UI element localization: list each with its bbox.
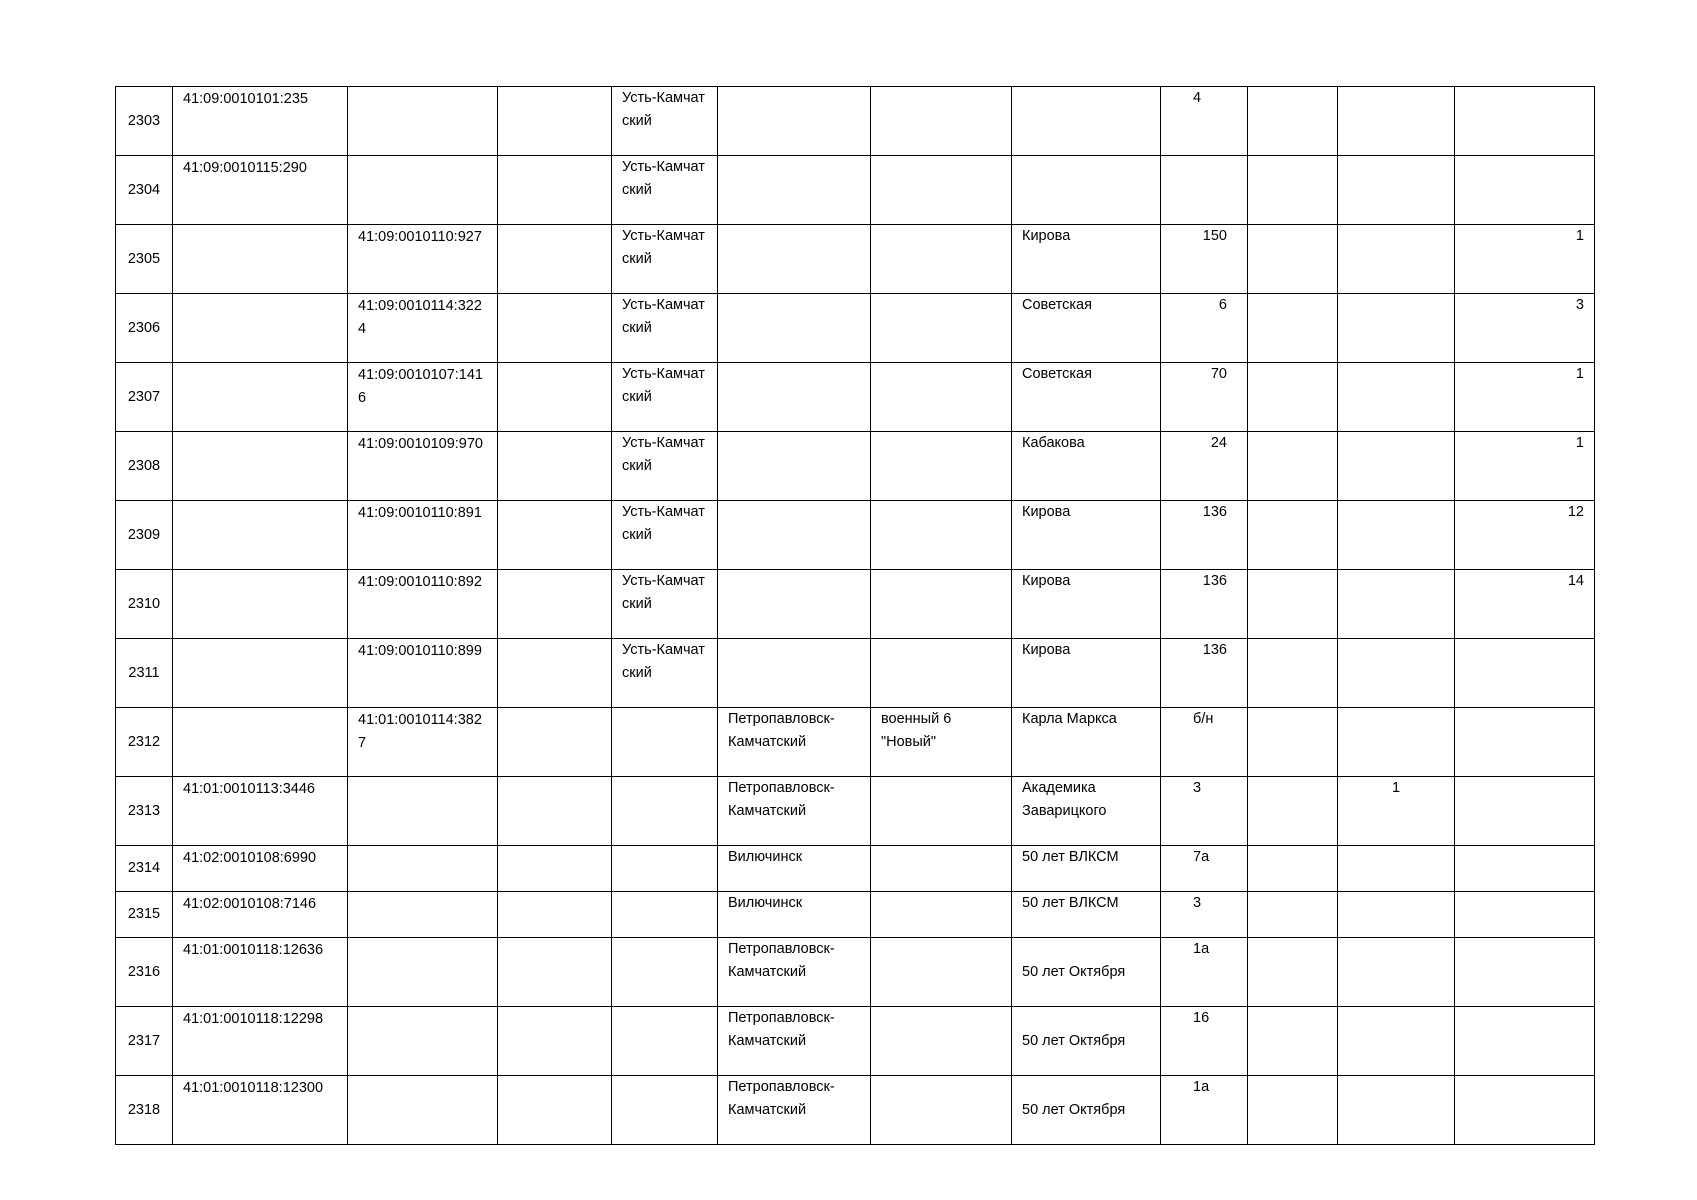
building-cell	[1248, 432, 1338, 501]
table-row	[116, 294, 1595, 363]
cadastral-number-building	[348, 892, 498, 938]
settlement-name-cell	[871, 1007, 1012, 1076]
room-cell	[1338, 225, 1455, 294]
row-number: 2318	[116, 1076, 173, 1145]
row-number: 2308	[116, 432, 173, 501]
room-cell	[1338, 156, 1455, 225]
region-cell	[498, 87, 612, 156]
district-cell: Усть-Камчатский	[612, 432, 718, 501]
house-number-cell: 24	[1161, 432, 1248, 501]
street-cell: Кирова	[1012, 501, 1161, 570]
region-cell	[498, 1007, 612, 1076]
district-cell	[612, 938, 718, 1007]
table-row	[116, 1076, 1595, 1145]
cadastral-number-building	[348, 156, 498, 225]
region-cell	[498, 708, 612, 777]
cadastral-number-land	[173, 639, 348, 708]
region-cell	[498, 892, 612, 938]
cadastral-number-building: 41:01:0010114:3827	[348, 708, 498, 777]
room-cell	[1338, 87, 1455, 156]
house-number-cell: 7а	[1161, 846, 1248, 892]
apartment-cell	[1455, 708, 1595, 777]
region-cell	[498, 938, 612, 1007]
cadastral-number-land	[173, 225, 348, 294]
building-cell	[1248, 708, 1338, 777]
street-cell: Советская	[1012, 363, 1161, 432]
district-cell	[612, 1076, 718, 1145]
apartment-cell: 1	[1455, 432, 1595, 501]
house-number-cell	[1161, 156, 1248, 225]
region-cell	[498, 1076, 612, 1145]
house-number-cell: 136	[1161, 570, 1248, 639]
street-cell: Кирова	[1012, 639, 1161, 708]
settlement-name-cell	[871, 570, 1012, 639]
city-cell	[718, 294, 871, 363]
building-cell	[1248, 570, 1338, 639]
house-number-cell: 4	[1161, 87, 1248, 156]
table-row	[116, 87, 1595, 156]
district-cell	[612, 892, 718, 938]
street-cell: Советская	[1012, 294, 1161, 363]
cadastral-number-land: 41:01:0010118:12298	[173, 1007, 348, 1076]
table-row	[116, 501, 1595, 570]
building-cell	[1248, 938, 1338, 1007]
row-number: 2316	[116, 938, 173, 1007]
table-row	[116, 846, 1595, 892]
room-cell: 1	[1338, 777, 1455, 846]
apartment-cell	[1455, 938, 1595, 1007]
room-cell	[1338, 363, 1455, 432]
district-cell	[612, 777, 718, 846]
street-cell: Академика Заварицкого	[1012, 777, 1161, 846]
settlement-name-cell	[871, 639, 1012, 708]
house-number-cell: 136	[1161, 501, 1248, 570]
apartment-cell: 3	[1455, 294, 1595, 363]
district-cell	[612, 846, 718, 892]
cadastral-number-land	[173, 363, 348, 432]
apartment-cell: 12	[1455, 501, 1595, 570]
region-cell	[498, 225, 612, 294]
settlement-name-cell	[871, 892, 1012, 938]
building-cell	[1248, 777, 1338, 846]
building-cell	[1248, 225, 1338, 294]
room-cell	[1338, 294, 1455, 363]
district-cell: Усть-Камчатский	[612, 501, 718, 570]
building-cell	[1248, 156, 1338, 225]
street-cell: Карла Маркса	[1012, 708, 1161, 777]
row-number: 2306	[116, 294, 173, 363]
table-row	[116, 570, 1595, 639]
table-row	[116, 363, 1595, 432]
settlement-name-cell	[871, 1076, 1012, 1145]
room-cell	[1338, 846, 1455, 892]
cadastral-number-land: 41:01:0010113:3446	[173, 777, 348, 846]
apartment-cell: 1	[1455, 363, 1595, 432]
building-cell	[1248, 363, 1338, 432]
region-cell	[498, 363, 612, 432]
settlement-name-cell	[871, 294, 1012, 363]
street-cell: 50 лет Октября	[1012, 1007, 1161, 1076]
city-cell: Вилючинск	[718, 892, 871, 938]
house-number-cell: б/н	[1161, 708, 1248, 777]
district-cell	[612, 708, 718, 777]
city-cell: Петропавловск-Камчатский	[718, 938, 871, 1007]
building-cell	[1248, 1007, 1338, 1076]
cadastral-number-land: 41:01:0010118:12300	[173, 1076, 348, 1145]
house-number-cell: 70	[1161, 363, 1248, 432]
room-cell	[1338, 1007, 1455, 1076]
region-cell	[498, 432, 612, 501]
settlement-name-cell	[871, 432, 1012, 501]
city-cell: Петропавловск-Камчатский	[718, 1076, 871, 1145]
building-cell	[1248, 892, 1338, 938]
room-cell	[1338, 432, 1455, 501]
street-cell: Кабакова	[1012, 432, 1161, 501]
city-cell	[718, 639, 871, 708]
region-cell	[498, 777, 612, 846]
cadastral-number-building: 41:09:0010110:899	[348, 639, 498, 708]
district-cell: Усть-Камчатский	[612, 363, 718, 432]
cadastral-number-building	[348, 87, 498, 156]
city-cell	[718, 87, 871, 156]
city-cell: Петропавловск-Камчатский	[718, 708, 871, 777]
apartment-cell	[1455, 1007, 1595, 1076]
apartment-cell	[1455, 1076, 1595, 1145]
room-cell	[1338, 570, 1455, 639]
street-cell: Кирова	[1012, 570, 1161, 639]
apartment-cell	[1455, 639, 1595, 708]
room-cell	[1338, 892, 1455, 938]
house-number-cell: 136	[1161, 639, 1248, 708]
cadastral-number-building	[348, 1076, 498, 1145]
apartment-cell: 1	[1455, 225, 1595, 294]
apartment-cell	[1455, 87, 1595, 156]
street-cell: 50 лет ВЛКСМ	[1012, 846, 1161, 892]
apartment-cell	[1455, 156, 1595, 225]
settlement-name-cell	[871, 156, 1012, 225]
city-cell	[718, 570, 871, 639]
table-row	[116, 639, 1595, 708]
cadastral-number-building: 41:09:0010109:970	[348, 432, 498, 501]
row-number: 2313	[116, 777, 173, 846]
city-cell	[718, 225, 871, 294]
cadastral-number-building	[348, 777, 498, 846]
district-cell: Усть-Камчатский	[612, 156, 718, 225]
cadastral-number-land	[173, 570, 348, 639]
table-row	[116, 1007, 1595, 1076]
cadastral-number-land: 41:09:0010101:235	[173, 87, 348, 156]
row-number: 2303	[116, 87, 173, 156]
cadastral-number-land: 41:02:0010108:6990	[173, 846, 348, 892]
house-number-cell: 6	[1161, 294, 1248, 363]
house-number-cell: 150	[1161, 225, 1248, 294]
cadastral-number-building: 41:09:0010110:891	[348, 501, 498, 570]
settlement-name-cell	[871, 363, 1012, 432]
apartment-cell	[1455, 892, 1595, 938]
room-cell	[1338, 639, 1455, 708]
row-number: 2317	[116, 1007, 173, 1076]
building-cell	[1248, 501, 1338, 570]
region-cell	[498, 294, 612, 363]
city-cell	[718, 363, 871, 432]
row-number: 2305	[116, 225, 173, 294]
apartment-cell: 14	[1455, 570, 1595, 639]
room-cell	[1338, 501, 1455, 570]
row-number: 2307	[116, 363, 173, 432]
district-cell: Усть-Камчатский	[612, 87, 718, 156]
cadastral-number-land	[173, 708, 348, 777]
cadastral-number-building	[348, 1007, 498, 1076]
row-number: 2310	[116, 570, 173, 639]
district-cell: Усть-Камчатский	[612, 570, 718, 639]
city-cell	[718, 432, 871, 501]
district-cell	[612, 1007, 718, 1076]
cadastral-number-land: 41:02:0010108:7146	[173, 892, 348, 938]
city-cell: Вилючинск	[718, 846, 871, 892]
street-cell: 50 лет ВЛКСМ	[1012, 892, 1161, 938]
row-number: 2311	[116, 639, 173, 708]
district-cell: Усть-Камчатский	[612, 294, 718, 363]
settlement-name-cell	[871, 938, 1012, 1007]
cadastral-number-building	[348, 846, 498, 892]
settlement-name-cell	[871, 846, 1012, 892]
table-row	[116, 938, 1595, 1007]
cadastral-number-land	[173, 294, 348, 363]
city-cell	[718, 501, 871, 570]
row-number: 2309	[116, 501, 173, 570]
city-cell: Петропавловск-Камчатский	[718, 1007, 871, 1076]
house-number-cell: 1а	[1161, 938, 1248, 1007]
house-number-cell: 16	[1161, 1007, 1248, 1076]
cadastral-number-land: 41:01:0010118:12636	[173, 938, 348, 1007]
table-row	[116, 432, 1595, 501]
street-cell	[1012, 156, 1161, 225]
cadastral-number-building: 41:09:0010110:927	[348, 225, 498, 294]
house-number-cell: 3	[1161, 892, 1248, 938]
region-cell	[498, 501, 612, 570]
cadastral-number-building: 41:09:0010110:892	[348, 570, 498, 639]
street-cell: Кирова	[1012, 225, 1161, 294]
cadastral-number-land	[173, 432, 348, 501]
district-cell: Усть-Камчатский	[612, 225, 718, 294]
region-cell	[498, 570, 612, 639]
row-number: 2312	[116, 708, 173, 777]
street-cell	[1012, 87, 1161, 156]
building-cell	[1248, 639, 1338, 708]
cadastral-number-building: 41:09:0010107:1416	[348, 363, 498, 432]
row-number: 2304	[116, 156, 173, 225]
table-body	[116, 87, 1595, 1145]
table-row	[116, 777, 1595, 846]
district-cell: Усть-Камчатский	[612, 639, 718, 708]
building-cell	[1248, 846, 1338, 892]
building-cell	[1248, 87, 1338, 156]
table-row	[116, 156, 1595, 225]
table-row	[116, 708, 1595, 777]
cadastral-number-building	[348, 938, 498, 1007]
cadastral-number-building: 41:09:0010114:3224	[348, 294, 498, 363]
settlement-name-cell: военный 6 "Новый"	[871, 708, 1012, 777]
street-cell: 50 лет Октября	[1012, 938, 1161, 1007]
settlement-name-cell	[871, 777, 1012, 846]
table-row	[116, 892, 1595, 938]
cadastral-number-land	[173, 501, 348, 570]
building-cell	[1248, 1076, 1338, 1145]
cadastral-number-land: 41:09:0010115:290	[173, 156, 348, 225]
settlement-name-cell	[871, 225, 1012, 294]
street-cell: 50 лет Октября	[1012, 1076, 1161, 1145]
room-cell	[1338, 708, 1455, 777]
region-cell	[498, 846, 612, 892]
city-cell: Петропавловск-Камчатский	[718, 777, 871, 846]
apartment-cell	[1455, 846, 1595, 892]
apartment-cell	[1455, 777, 1595, 846]
registry-table	[115, 86, 1595, 1145]
city-cell	[718, 156, 871, 225]
room-cell	[1338, 938, 1455, 1007]
building-cell	[1248, 294, 1338, 363]
row-number: 2315	[116, 892, 173, 938]
room-cell	[1338, 1076, 1455, 1145]
region-cell	[498, 156, 612, 225]
house-number-cell: 3	[1161, 777, 1248, 846]
row-number: 2314	[116, 846, 173, 892]
house-number-cell: 1а	[1161, 1076, 1248, 1145]
settlement-name-cell	[871, 87, 1012, 156]
region-cell	[498, 639, 612, 708]
table-row	[116, 225, 1595, 294]
settlement-name-cell	[871, 501, 1012, 570]
